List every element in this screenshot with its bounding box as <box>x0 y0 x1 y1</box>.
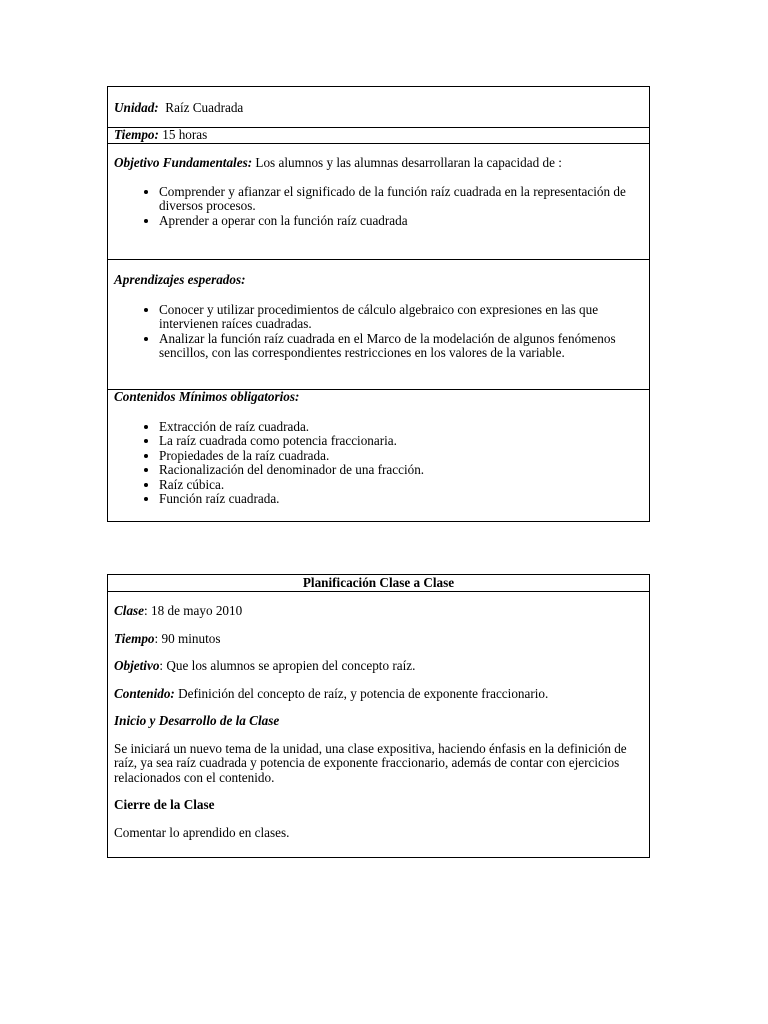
contenidos-row <box>108 390 650 522</box>
list-item: • Función raíz cuadrada. <box>159 492 643 507</box>
list-item: • Conocer y utilizar procedimientos de cálculo algebraico con expresiones en las que intervienen raíces cuadradas. <box>159 303 643 332</box>
objetivo-row <box>108 144 650 260</box>
list-item: • Aprender a operar con la función raíz cuadrada <box>159 214 643 229</box>
aprendizajes-row <box>108 260 650 390</box>
list-item: • La raíz cuadrada como potencia fraccionaria. <box>159 434 643 449</box>
aprendizajes-label: Aprendizajes esperados: <box>114 272 246 287</box>
plan-table <box>107 574 650 858</box>
list-item: • Raíz cúbica. <box>159 478 643 493</box>
unidad-value: Raíz Cuadrada <box>165 100 244 115</box>
cierre-text: Comentar lo aprendido en clases. <box>114 824 290 840</box>
objetivo-intro: Los alumnos y las alumnas desarrollaran la capacidad de : <box>255 155 562 170</box>
plan-header: Planificación Clase a Clase <box>302 575 455 590</box>
tiempo-label: Tiempo: <box>114 127 159 142</box>
unidad-label: Unidad: <box>114 100 159 115</box>
list-item: • Analizar la función raíz cuadrada en el Marco de la modelación de algunos fenómenos sencillos, con las correspondientes restricciones en los valores de la variable. <box>159 332 643 361</box>
tiempo-value: 15 horas <box>162 127 208 142</box>
objetivo-list <box>114 185 643 229</box>
tiempo-row <box>108 128 650 144</box>
plan-body-row <box>108 592 650 858</box>
tiempo-value: : 90 minutos <box>154 630 221 646</box>
unidad-row <box>108 87 650 128</box>
list-item: • Comprender y afianzar el significado de la función raíz cuadrada en la representación de diversos procesos. <box>159 185 643 214</box>
contenido-value: Definición del concepto de raíz, y potencia de exponente fraccionario. <box>178 685 549 701</box>
contenidos-list <box>114 420 643 507</box>
list-item: • Propiedades de la raíz cuadrada. <box>159 449 643 464</box>
cierre-heading: Cierre de la Clase <box>114 797 215 812</box>
objetivo-label: Objetivo <box>114 658 160 673</box>
inicio-heading: Inicio y Desarrollo de la Clase <box>114 713 280 728</box>
objetivo-value: : Que los alumnos se apropien del concepto raíz. <box>159 658 416 673</box>
list-item: • Racionalización del denominador de una fracción. <box>159 463 643 478</box>
unit-table <box>107 86 650 522</box>
inicio-text: Se iniciará un nuevo tema de la unidad, una clase expositiva, haciendo énfasis en la definición de raíz, ya sea raíz cuadrada y potencia de exponente fraccionario, además de contar con ejercicios relacionados con el contenido. <box>114 740 627 785</box>
clase-label: Clase <box>114 603 145 618</box>
tiempo-label: Tiempo <box>114 630 155 646</box>
list-item: • Extracción de raíz cuadrada. <box>159 420 643 435</box>
objetivo-label: Objetivo Fundamentales: <box>114 155 253 170</box>
plan-header-row <box>108 575 650 592</box>
clase-value: : 18 de mayo 2010 <box>144 603 243 618</box>
aprendizajes-list <box>114 303 643 361</box>
contenido-label: Contenido: <box>114 685 175 701</box>
contenidos-label: Contenidos Mínimos obligatorios: <box>114 389 300 404</box>
